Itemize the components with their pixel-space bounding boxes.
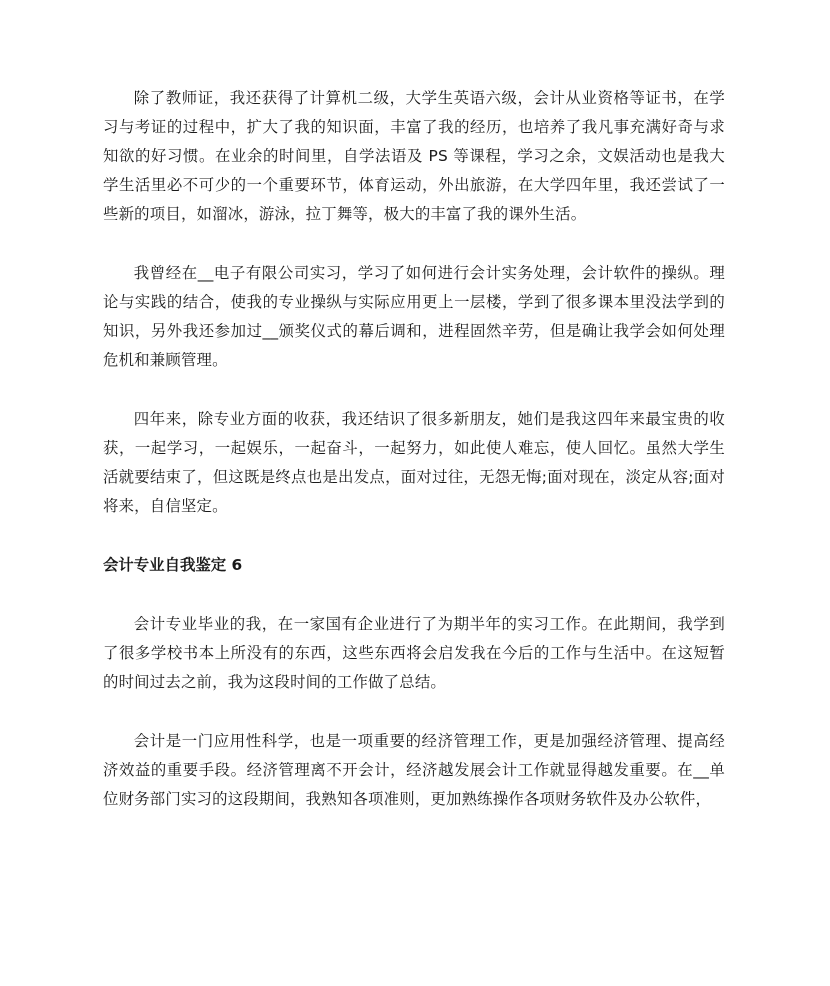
paragraph-friends: 四年来，除专业方面的收获，我还结识了很多新朋友，她们是我这四年来最宝贵的收获，一起学习，一起娱乐，一起奋斗，一起努力，如此使人难忘，使人回忆。虽然大学生活就要结束了，但这既是终点也是出发点，面对过往，无怨无悔;面对现在，淡定从容;面对将来，自信坚定。 — [103, 410, 725, 515]
paragraph-gap — [103, 521, 725, 551]
paragraph-certificates: 除了教师证，我还获得了计算机二级，大学生英语六级，会计从业资格等证书，在学习与考证的过程中，扩大了我的知识面，丰富了我的经历，也培养了我凡事充满好奇与求知欲的好习惯。在业余的时间里，自学法语及 PS 等课程，学习之余，文娱活动也是我大学生活里必不可少的一个重要环节，体育运动，外出旅游，在大学四年里，我还尝试了一些新的项目，如溜冰，游泳，拉丁舞等，极大的丰富了我的课外生活。 — [103, 89, 725, 223]
paragraph-gap — [103, 229, 725, 259]
paragraph-gap — [103, 697, 725, 727]
section-heading: 会计专业自我鉴定 6 — [103, 556, 243, 574]
paragraph-gap — [103, 580, 725, 610]
paragraph-internship: 我曾经在__电子有限公司实习，学习了如何进行会计实务处理，会计软件的操纵。理论与实践的结合，使我的专业操纵与实际应用更上一层楼，学到了很多课本里没法学到的知识，另外我还参加过__颁奖仪式的幕后调和，进程固然辛劳，但是确让我学会如何处理危机和兼顾管理。 — [103, 264, 725, 369]
paragraph-gap — [103, 375, 725, 405]
paragraph-intro: 会计专业毕业的我，在一家国有企业进行了为期半年的实习工作。在此期间，我学到了很多学校书本上所没有的东西，这些东西将会启发我在今后的工作与生活中。在这短暂的时间过去之前，我为这段时间的工作做了总结。 — [103, 615, 725, 691]
watermark: ​ — [262, 408, 318, 487]
paragraph-accounting: 会计是一门应用性科学，也是一项重要的经济管理工作，更是加强经济管理、提高经济效益的重要手段。经济管理离不开会计，经济越发展会计工作就显得越发重要。在__单位财务部门实习的这段期间，我熟知各项准则，更加熟练操作各项财务软件及办公软件， — [103, 732, 725, 808]
document-page — [103, 84, 725, 814]
